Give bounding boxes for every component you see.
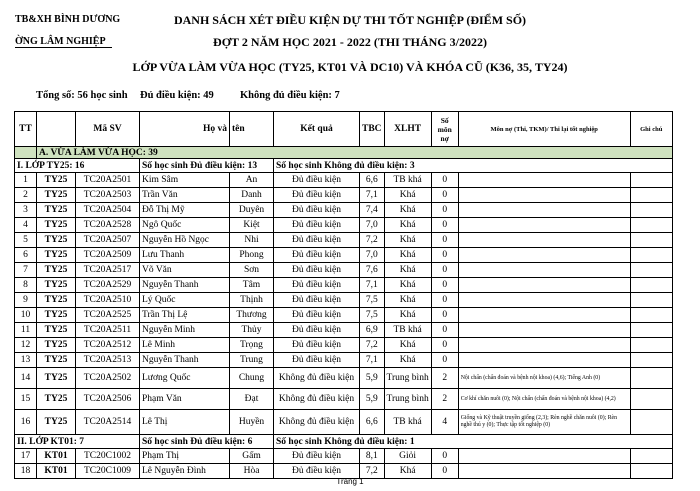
cell-class: TY25 <box>37 233 76 248</box>
cell-ghi-chu <box>630 353 672 368</box>
cell-so-mon-no: 2 <box>431 368 458 389</box>
cell-class: TY25 <box>37 263 76 278</box>
table-row <box>15 389 673 410</box>
cell-tt: 2 <box>15 188 37 203</box>
col-tbc: TBC <box>360 112 385 147</box>
cell-tt: 17 <box>15 449 37 464</box>
cell-ma-sv: TC20A2529 <box>76 278 140 293</box>
cell-ket-qua: Đủ điều kiện <box>274 233 360 248</box>
cell-ghi-chu <box>630 338 672 353</box>
section-label: A. VỪA LÀM VỪA HỌC: 39 <box>37 147 673 159</box>
cell-xlht: Khá <box>384 263 431 278</box>
table-row <box>15 263 673 278</box>
cell-ho: Phạm Văn <box>140 389 230 410</box>
cell-so-mon-no: 0 <box>431 278 458 293</box>
cell-ten: Gấm <box>230 449 274 464</box>
cell-ho: Nguyễn Thanh <box>140 278 230 293</box>
cell-ket-qua: Không đủ điều kiện <box>274 410 360 435</box>
cell-xlht: Khá <box>384 188 431 203</box>
cell-so-mon-no: 0 <box>431 353 458 368</box>
cell-xlht: Giỏi <box>384 449 431 464</box>
cell-ho: Đỗ Thị Mỹ <box>140 203 230 218</box>
cell-so-mon-no: 2 <box>431 389 458 410</box>
cell-ket-qua: Đủ điều kiện <box>274 218 360 233</box>
cell-ket-qua: Không đủ điều kiện <box>274 389 360 410</box>
cell-ghi-chu <box>630 449 672 464</box>
cell-tt: 6 <box>15 248 37 263</box>
cell-class: TY25 <box>37 368 76 389</box>
cell-ten: Duyên <box>230 203 274 218</box>
cell-mon-no <box>458 248 630 263</box>
cell-class: TY25 <box>37 410 76 435</box>
cell-ho: Lưu Thanh <box>140 248 230 263</box>
cell-so-mon-no: 0 <box>431 293 458 308</box>
cell-ten: Kiệt <box>230 218 274 233</box>
cell-tt: 14 <box>15 368 37 389</box>
table-row <box>15 368 673 389</box>
cell-ghi-chu <box>630 233 672 248</box>
cell-ten: Trọng <box>230 338 274 353</box>
cell-ket-qua: Đủ điều kiện <box>274 293 360 308</box>
table-row <box>15 218 673 233</box>
cell-ket-qua: Đủ điều kiện <box>274 173 360 188</box>
cell-ma-sv: TC20A2509 <box>76 248 140 263</box>
ministry-name: TB&XH BÌNH DƯƠNG <box>15 14 121 25</box>
cell-mon-no <box>458 188 630 203</box>
cell-xlht: Khá <box>384 248 431 263</box>
cell-ghi-chu <box>630 263 672 278</box>
cell-xlht: Trung bình <box>384 368 431 389</box>
cell-ten: Huyền <box>230 410 274 435</box>
cell-ket-qua: Đủ điều kiện <box>274 203 360 218</box>
cell-ghi-chu <box>630 203 672 218</box>
cell-xlht: Trung bình <box>384 389 431 410</box>
cell-so-mon-no: 0 <box>431 218 458 233</box>
cell-tt: 5 <box>15 233 37 248</box>
cell-tbc: 7,5 <box>360 308 385 323</box>
cell-ma-sv: TC20A2511 <box>76 323 140 338</box>
cell-ma-sv: TC20A2504 <box>76 203 140 218</box>
cell-tbc: 7,1 <box>360 188 385 203</box>
cell-tt: 3 <box>15 203 37 218</box>
cell-tt: 9 <box>15 293 37 308</box>
cell-so-mon-no: 0 <box>431 248 458 263</box>
cell-tbc: 7,4 <box>360 203 385 218</box>
col-ket-qua: Kết quả <box>274 112 360 147</box>
cell-ho: Lê Thị <box>140 410 230 435</box>
cell-tbc: 7,2 <box>360 233 385 248</box>
cell-ho: Nguyễn Hồ Ngọc <box>140 233 230 248</box>
cell-class: TY25 <box>37 338 76 353</box>
col-xlht: XLHT <box>384 112 431 147</box>
cell-ho: Phạm Thị <box>140 449 230 464</box>
cell-mon-no: Giống và Kỹ thuật truyền giống (2,3); Rèn nghề chăn nuôi (0); Rèn nghề thú y (0); Thực tập tốt nghiệp (0) <box>458 410 630 435</box>
cell-ghi-chu <box>630 218 672 233</box>
cell-ten: An <box>230 173 274 188</box>
cell-ma-sv: TC20A2528 <box>76 218 140 233</box>
cell-so-mon-no: 0 <box>431 203 458 218</box>
table-row <box>15 410 673 435</box>
cell-ma-sv: TC20A2517 <box>76 263 140 278</box>
col-ten: tên <box>230 112 274 147</box>
col-ghi-chu: Ghi chú <box>630 112 672 147</box>
table-row <box>15 248 673 263</box>
cell-ho: Lê Nguyễn Đình <box>140 464 230 479</box>
cell-ma-sv: TC20A2514 <box>76 410 140 435</box>
class-not-eligible: Số học sinh Không đủ điều kiện: 3 <box>274 159 673 173</box>
cell-tbc: 7,0 <box>360 218 385 233</box>
cell-ten: Danh <box>230 188 274 203</box>
cell-ten: Sơn <box>230 263 274 278</box>
cell-ma-sv: TC20C1009 <box>76 464 140 479</box>
cell-ten: Hòa <box>230 464 274 479</box>
cell-ten: Tâm <box>230 278 274 293</box>
cell-tt: 10 <box>15 308 37 323</box>
cell-ho: Lương Quốc <box>140 368 230 389</box>
summary-not-eligible: Không đủ điều kiện: 7 <box>240 90 340 101</box>
cell-xlht: Khá <box>384 203 431 218</box>
cell-xlht: Khá <box>384 278 431 293</box>
class-name: II. LỚP KT01: 7 <box>15 435 140 449</box>
col-ho: Họ và <box>140 112 230 147</box>
cell-so-mon-no: 4 <box>431 410 458 435</box>
table-row <box>15 278 673 293</box>
cell-tt: 15 <box>15 389 37 410</box>
cell-mon-no <box>458 308 630 323</box>
cell-mon-no <box>458 233 630 248</box>
cell-ten: Chung <box>230 368 274 389</box>
cell-ket-qua: Đủ điều kiện <box>274 464 360 479</box>
cell-mon-no <box>458 323 630 338</box>
cell-tt: 1 <box>15 173 37 188</box>
cell-ket-qua: Không đủ điều kiện <box>274 368 360 389</box>
cell-ket-qua: Đủ điều kiện <box>274 188 360 203</box>
class-name: I. LỚP TY25: 16 <box>15 159 140 173</box>
cell-ghi-chu <box>630 410 672 435</box>
cell-so-mon-no: 0 <box>431 323 458 338</box>
cell-tt: 18 <box>15 464 37 479</box>
col-tt: TT <box>15 112 37 147</box>
cell-class: TY25 <box>37 188 76 203</box>
cell-mon-no <box>458 218 630 233</box>
cell-class: TY25 <box>37 308 76 323</box>
cell-xlht: TB khá <box>384 323 431 338</box>
cell-tbc: 7,5 <box>360 293 385 308</box>
cell-ho: Nguyễn Minh <box>140 323 230 338</box>
cell-class: TY25 <box>37 353 76 368</box>
cell-tt: 11 <box>15 323 37 338</box>
cell-ten: Trung <box>230 353 274 368</box>
cell-class: TY25 <box>37 293 76 308</box>
cell-so-mon-no: 0 <box>431 464 458 479</box>
class-row-ty25 <box>15 159 673 173</box>
cell-so-mon-no: 0 <box>431 188 458 203</box>
cell-tt: 13 <box>15 353 37 368</box>
table-row <box>15 338 673 353</box>
cell-class: TY25 <box>37 173 76 188</box>
cell-ket-qua: Đủ điều kiện <box>274 323 360 338</box>
table-row <box>15 323 673 338</box>
cell-tt: 8 <box>15 278 37 293</box>
cell-ma-sv: TC20C1002 <box>76 449 140 464</box>
cell-ten: Phong <box>230 248 274 263</box>
cell-xlht: Khá <box>384 353 431 368</box>
cell-ket-qua: Đủ điều kiện <box>274 263 360 278</box>
cell-mon-no <box>458 449 630 464</box>
cell-so-mon-no: 0 <box>431 338 458 353</box>
cell-ho: Nguyễn Thanh <box>140 353 230 368</box>
cell-ten: Đạt <box>230 389 274 410</box>
table-row <box>15 203 673 218</box>
school-name: ỜNG LÂM NGHIỆP <box>15 36 112 48</box>
cell-ket-qua: Đủ điều kiện <box>274 449 360 464</box>
cell-ma-sv: TC20A2510 <box>76 293 140 308</box>
class-eligible: Số học sinh Đủ điều kiện: 6 <box>140 435 274 449</box>
table-row <box>15 449 673 464</box>
cell-mon-no <box>458 173 630 188</box>
cell-tbc: 6,6 <box>360 173 385 188</box>
cell-ket-qua: Đủ điều kiện <box>274 338 360 353</box>
cell-mon-no: Nội chẩn (chẩn đoán và bệnh nội khoa) (4,6); Tiếng Anh (0) <box>458 368 630 389</box>
col-ma-sv: Mã SV <box>76 112 140 147</box>
cell-mon-no <box>458 263 630 278</box>
cell-ket-qua: Đủ điều kiện <box>274 248 360 263</box>
cell-ghi-chu <box>630 389 672 410</box>
cell-mon-no <box>458 278 630 293</box>
summary-total: Tổng số: 56 học sinh <box>36 90 128 101</box>
cell-mon-no: Cơ khí chăn nuôi (0); Nội chẩn (chẩn đoán và bệnh nội khoa) (4,2) <box>458 389 630 410</box>
table-row <box>15 188 673 203</box>
cell-tbc: 6,9 <box>360 323 385 338</box>
cell-so-mon-no: 0 <box>431 173 458 188</box>
cell-ho: Ngô Quốc <box>140 218 230 233</box>
cell-tbc: 7,1 <box>360 353 385 368</box>
cell-ho: Kim Sâm <box>140 173 230 188</box>
cell-ghi-chu <box>630 368 672 389</box>
cell-ten: Nhi <box>230 233 274 248</box>
cell-ten: Thủy <box>230 323 274 338</box>
class-eligible: Số học sinh Đủ điều kiện: 13 <box>140 159 274 173</box>
cell-ket-qua: Đủ điều kiện <box>274 353 360 368</box>
cell-tbc: 5,9 <box>360 368 385 389</box>
cell-ghi-chu <box>630 248 672 263</box>
cell-mon-no <box>458 203 630 218</box>
section-row <box>15 147 673 159</box>
cell-so-mon-no: 0 <box>431 449 458 464</box>
cell-class: KT01 <box>37 464 76 479</box>
cell-tbc: 8,1 <box>360 449 385 464</box>
cell-ho: Lý Quốc <box>140 293 230 308</box>
table-row <box>15 308 673 323</box>
cell-ghi-chu <box>630 308 672 323</box>
cell-ket-qua: Đủ điều kiện <box>274 278 360 293</box>
col-class <box>37 112 76 147</box>
table-header <box>15 112 673 147</box>
cell-class: TY25 <box>37 203 76 218</box>
cell-mon-no <box>458 338 630 353</box>
cell-class: TY25 <box>37 278 76 293</box>
cell-tbc: 7,0 <box>360 248 385 263</box>
cell-ho: Trần Văn <box>140 188 230 203</box>
summary-eligible: Đủ điều kiện: 49 <box>140 90 214 101</box>
col-mon-no: Môn nợ (Thi, TKM)/ Thi lại tốt nghiệp <box>458 112 630 147</box>
cell-xlht: Khá <box>384 308 431 323</box>
cell-tt: 12 <box>15 338 37 353</box>
cell-tt: 7 <box>15 263 37 278</box>
table-row <box>15 173 673 188</box>
cell-ghi-chu <box>630 188 672 203</box>
cell-ghi-chu <box>630 323 672 338</box>
cell-xlht: Khá <box>384 338 431 353</box>
cell-ma-sv: TC20A2525 <box>76 308 140 323</box>
page-title: DANH SÁCH XÉT ĐIỀU KIỆN DỰ THI TỐT NGHIỆP (ĐIỂM SỐ) <box>173 13 527 27</box>
cell-class: TY25 <box>37 218 76 233</box>
cell-ma-sv: TC20A2507 <box>76 233 140 248</box>
cell-tbc: 7,2 <box>360 464 385 479</box>
cell-ma-sv: TC20A2513 <box>76 353 140 368</box>
cell-tt: 16 <box>15 410 37 435</box>
cell-ma-sv: TC20A2512 <box>76 338 140 353</box>
cell-tbc: 7,6 <box>360 263 385 278</box>
page-subtitle: ĐỢT 2 NĂM HỌC 2021 - 2022 (THI THÁNG 3/2022) <box>213 35 487 49</box>
cell-tbc: 6,6 <box>360 410 385 435</box>
cell-xlht: TB khá <box>384 173 431 188</box>
cell-ghi-chu <box>630 293 672 308</box>
cell-class: KT01 <box>37 449 76 464</box>
cell-ho: Trần Thị Lệ <box>140 308 230 323</box>
col-so-mon-no: Số môn nợ <box>431 112 458 147</box>
cell-xlht: Khá <box>384 233 431 248</box>
cell-ghi-chu <box>630 278 672 293</box>
cell-class: TY25 <box>37 323 76 338</box>
table-row <box>15 293 673 308</box>
cell-ghi-chu <box>630 173 672 188</box>
cell-tbc: 7,2 <box>360 338 385 353</box>
cell-class: TY25 <box>37 389 76 410</box>
cell-ma-sv: TC20A2503 <box>76 188 140 203</box>
cell-ma-sv: TC20A2501 <box>76 173 140 188</box>
cell-so-mon-no: 0 <box>431 233 458 248</box>
cell-xlht: Khá <box>384 464 431 479</box>
class-title: LỚP VỪA LÀM VỪA HỌC (TY25, KT01 VÀ DC10) VÀ KHÓA CŨ (K36, 35, TY24) <box>132 60 568 74</box>
cell-tbc: 7,1 <box>360 278 385 293</box>
cell-mon-no <box>458 293 630 308</box>
cell-class: TY25 <box>37 248 76 263</box>
cell-ten: Thương <box>230 308 274 323</box>
cell-ten: Thịnh <box>230 293 274 308</box>
cell-tbc: 5,9 <box>360 389 385 410</box>
cell-ma-sv: TC20A2502 <box>76 368 140 389</box>
cell-tt: 4 <box>15 218 37 233</box>
table-row <box>15 353 673 368</box>
page-number: Trang 1 <box>336 477 364 486</box>
cell-so-mon-no: 0 <box>431 308 458 323</box>
cell-ho: Võ Văn <box>140 263 230 278</box>
table-row <box>15 233 673 248</box>
cell-xlht: TB khá <box>384 410 431 435</box>
cell-mon-no <box>458 353 630 368</box>
cell-ma-sv: TC20A2506 <box>76 389 140 410</box>
class-not-eligible: Số học sinh Không đủ điều kiện: 1 <box>274 435 673 449</box>
student-table <box>14 111 673 479</box>
cell-ho: Lê Minh <box>140 338 230 353</box>
cell-xlht: Khá <box>384 218 431 233</box>
cell-ket-qua: Đủ điều kiện <box>274 308 360 323</box>
cell-so-mon-no: 0 <box>431 263 458 278</box>
class-row-kt01 <box>15 435 673 449</box>
cell-xlht: Khá <box>384 293 431 308</box>
